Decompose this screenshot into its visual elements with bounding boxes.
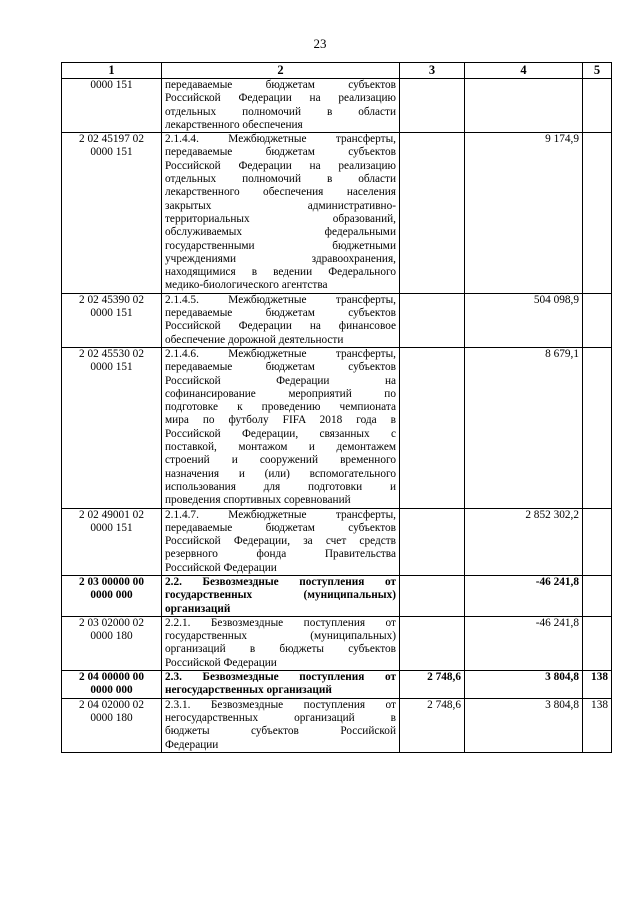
budget-code-line: 0000 180 [90,711,133,724]
col5-value-cell [583,79,612,133]
item-name-line: Российской Федерации, связанных с [165,427,396,440]
budget-code-line: 0000 000 [90,589,133,602]
item-name-line: 2.1.4.7. Межбюджетные трансферты, [165,508,396,521]
item-name-line: лекарственного обеспечения [165,118,303,131]
budget-code-cell [62,133,162,294]
item-name-cell [162,698,400,752]
item-name-line: государственными бюджетными [165,239,396,252]
budget-code-line: 0000 151 [90,361,133,374]
item-name-line: 2.1.4.5. Межбюджетные трансферты, [165,293,396,306]
page-number: 23 [313,36,327,51]
budget-code-cell [62,616,162,670]
item-name-cell [162,575,400,616]
budget-code-line: 0000 151 [90,521,133,534]
col4-value-cell: 3 804,8 [465,698,583,752]
item-name-line: Российской Федерации [165,561,277,574]
col4-value-cell: 9 174,9 [465,133,583,294]
item-name-cell [162,508,400,575]
item-name-line: Российской Федерации [165,656,277,669]
item-name-line: организаций в бюджеты субъектов [165,643,396,656]
item-name-line: Российской Федерации на финансовое [165,320,396,333]
item-name-line: передаваемые бюджетам субъектов [165,146,396,159]
item-name-line: назначения и (или) вспомогательного [165,467,396,480]
col3-value-cell [400,293,465,347]
budget-code-cell [62,79,162,133]
table-body [62,79,612,753]
col3-value-cell [400,616,465,670]
item-name-line: Российской Федерации на реализацию [165,159,396,172]
col3-value-cell: 2 748,6 [400,698,465,752]
item-name-line: использования для подготовки и [165,480,396,493]
item-name-line: поставкой, монтажом и демонтажем [165,441,396,454]
item-name-line: отдельных полномочий в области [165,173,396,186]
header-col-1: 1 [62,63,162,79]
table-row [62,508,612,575]
budget-code-cell [62,575,162,616]
budget-code-line: 0000 180 [90,630,133,643]
item-name-cell [162,671,400,699]
item-name-line: медико-биологического агентства [165,279,328,292]
col4-value-cell: -46 241,8 [465,575,583,616]
item-name-cell [162,293,400,347]
item-name-line: подготовке к проведению чемпионата [165,401,396,414]
col4-value-cell: 8 679,1 [465,347,583,508]
item-name-cell [162,133,400,294]
budget-code-line: 0000 000 [90,684,133,697]
budget-code-line: 2 02 49001 02 [79,508,144,521]
col5-value-cell [583,575,612,616]
col4-value-cell [465,79,583,133]
budget-code-line: 2 02 45390 02 [79,293,144,306]
item-name-line: передаваемые бюджетам субъектов [165,361,396,374]
item-name-line: передаваемые бюджетам субъектов [165,521,396,534]
item-name-line: учреждениями здравоохранения, [165,252,396,265]
item-name-line: проведения спортивных соревнований [165,494,351,507]
table-row [62,347,612,508]
table-row [62,293,612,347]
col3-value-cell [400,575,465,616]
item-name-line: лекарственного обеспечения населения [165,186,396,199]
col4-value-cell: 504 098,9 [465,293,583,347]
col3-value-cell [400,133,465,294]
item-name-line: резервного фонда Правительства [165,548,396,561]
table-row [62,575,612,616]
budget-code-cell [62,671,162,699]
item-name-line: Российской Федерации на [165,374,396,387]
item-name-cell [162,616,400,670]
budget-code-cell [62,347,162,508]
item-name-line: 2.1.4.6. Межбюджетные трансферты, [165,347,396,360]
item-name-line: государственных (муниципальных) [165,630,396,643]
budget-code-line: 2 02 45197 02 [79,133,144,146]
budget-table [61,62,612,753]
item-name-line: бюджеты субъектов Российской [165,725,396,738]
col5-value-cell [583,293,612,347]
item-name-line: софинансирование мероприятий по [165,387,396,400]
table-row [62,133,612,294]
col5-value-cell: 138 [583,671,612,699]
budget-code-line: 0000 151 [90,307,133,320]
item-name-line: обслуживаемых федеральными [165,226,396,239]
col5-value-cell [583,133,612,294]
item-name-line: организаций [165,602,231,615]
item-name-cell [162,79,400,133]
col5-value-cell [583,508,612,575]
item-name-line: находящимися в ведении Федерального [165,266,396,279]
col5-value-cell: 138 [583,698,612,752]
table-row [62,616,612,670]
col3-value-cell [400,508,465,575]
item-name-line: передаваемые бюджетам субъектов [165,79,396,91]
item-name-line: негосударственных организаций [165,684,332,697]
budget-code-cell [62,508,162,575]
header-col-5: 5 [583,63,612,79]
table-row [62,698,612,752]
item-name-line: 2.3. Безвозмездные поступления от [165,671,396,684]
item-name-line: строений и сооружений временного [165,454,396,467]
col3-value-cell: 2 748,6 [400,671,465,699]
budget-code-cell [62,698,162,752]
item-name-line: Федерации [165,738,219,751]
col4-value-cell: -46 241,8 [465,616,583,670]
col5-value-cell [583,347,612,508]
col3-value-cell [400,347,465,508]
budget-code-line: 2 03 02000 02 [79,616,144,629]
table-row [62,79,612,133]
col3-value-cell [400,79,465,133]
item-name-line: мира по футболу FIFA 2018 года в [165,414,396,427]
budget-code-cell [62,293,162,347]
item-name-line: территориальных образований, [165,212,396,225]
item-name-line: 2.2.1. Безвозмездные поступления от [165,616,396,629]
item-name-line: 2.3.1. Безвозмездные поступления от [165,698,396,711]
budget-code-line: 2 04 00000 00 [79,671,144,684]
col4-value-cell: 2 852 302,2 [465,508,583,575]
item-name-line: закрытых административно- [165,199,396,212]
budget-code-line: 0000 151 [90,146,133,159]
table-header-row [62,63,612,79]
item-name-line: отдельных полномочий в области [165,105,396,118]
item-name-line: негосударственных организаций в [165,711,396,724]
header-col-4: 4 [465,63,583,79]
item-name-cell [162,347,400,508]
item-name-line: 2.1.4.4. Межбюджетные трансферты, [165,133,396,146]
table-row [62,671,612,699]
item-name-line: Российской Федерации на реализацию [165,92,396,105]
budget-code-line: 2 03 00000 00 [79,575,144,588]
col4-value-cell: 3 804,8 [465,671,583,699]
col5-value-cell [583,616,612,670]
budget-code-line: 2 04 02000 02 [79,698,144,711]
budget-code-line: 0000 151 [90,79,133,91]
header-col-3: 3 [400,63,465,79]
budget-code-line: 2 02 45530 02 [79,347,144,360]
item-name-line: обеспечение дорожной деятельности [165,333,344,346]
item-name-line: государственных (муниципальных) [165,589,396,602]
header-col-2: 2 [162,63,400,79]
item-name-line: Российской Федерации, за счет средств [165,535,396,548]
item-name-line: передаваемые бюджетам субъектов [165,307,396,320]
item-name-line: 2.2. Безвозмездные поступления от [165,575,396,588]
